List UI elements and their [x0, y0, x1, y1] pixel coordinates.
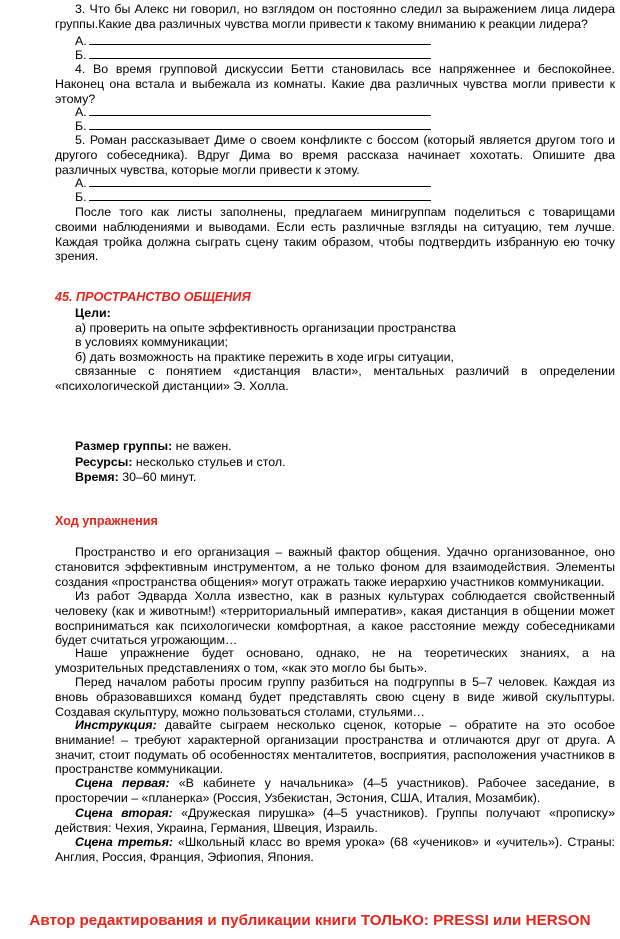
scene-1-paragraph — [55, 776, 615, 806]
instruction-paragraph — [55, 718, 615, 777]
question-3: 3. Что бы Алекс ни говорил, но взглядом он постоянно следил за выражением лица лидера группы.Какие два различных чувства могли привести к такому вниманию к реакции лидера? — [55, 2, 615, 31]
scene-2-label: Сцена вторая: — [75, 806, 173, 820]
answer-4a — [75, 105, 431, 119]
answer-line — [89, 176, 431, 187]
answer-5a — [75, 176, 431, 190]
section-title: 45. ПРОСТРАНСТВО ОБЩЕНИЯ — [55, 290, 251, 304]
answer-b-label: Б. — [75, 190, 87, 204]
goals-label: Цели: — [75, 306, 111, 320]
question-5: 5. Роман рассказывает Диме о своем конфликте с боссом (который является другом того и другого собеседника). Вдруг Дима во время рассказа начинает хохотать. Опишите два различных чувства, которые могли привести к этому. — [55, 133, 615, 177]
scene-2-text: «Дружеская пирушка» (4–5 участников). Группы получают «прописку» действия: Чехия, Украина, Германия, Швеция, Израиль. — [55, 806, 615, 835]
paragraph-1: Пространство и его организация – важный фактор общения. Удачно организованное, оно становится эффективным инструментом, а не только фоном для взаимодействия. Элементы создания «пространства общения» могут отражать также иерархию участников коммуникации. — [55, 545, 615, 589]
time-value: 30–60 минут. — [118, 470, 197, 484]
answer-3b — [75, 48, 431, 62]
answer-5b — [75, 190, 431, 204]
answer-line — [89, 34, 431, 45]
scene-3-label: Сцена третья: — [75, 835, 173, 849]
paragraph-4: Перед началом работы просим группу разбиться на подгруппы в 5–7 человек. Каждая из вновь образовавшихся команд будет представлять свою сцену в виде живой скульптуры. Создавая скульптуру, можно пользоваться столами, стульями… — [55, 675, 615, 719]
answer-line — [89, 190, 431, 201]
goal-b-line1: б) дать возможность на практике пережить в ходе игры ситуации, — [75, 350, 454, 364]
after-text-paragraph: После того как листы заполнены, предлагаем минигруппам поделиться с товарищами своими наблюдениями и выводами. Если есть различные взгляды на ситуацию, тем лучше. Каждая тройка должна сыграть сцену таким образом, чтобы подтвердить избранную ею точку зрения. — [55, 205, 615, 264]
progress-title: Ход упражнения — [55, 514, 158, 528]
answer-line — [89, 48, 431, 59]
goal-b-line2: связанные с понятием «дистанция власти», ментальных различий в определении «психологической дистанции» Э. Холла. — [55, 364, 615, 393]
scene-1-label: Сцена первая: — [75, 776, 170, 790]
scene-2-paragraph — [55, 806, 615, 836]
paragraph-3: Наше упражнение будет основано, однако, не на теоретических знаниях, а на умозрительных представлениях о том, «как это могло бы быть». — [55, 646, 615, 675]
answer-line — [89, 119, 431, 130]
group-size-row — [75, 438, 232, 454]
resources-label: Ресурсы: — [75, 455, 133, 469]
goal-a-line2: в условиях коммуникации; — [75, 335, 228, 349]
resources-row — [75, 454, 286, 470]
group-size-value: не важен. — [172, 439, 232, 453]
answer-a-label: А. — [75, 34, 87, 48]
answer-line — [89, 105, 431, 116]
group-size-label: Размер группы: — [75, 439, 173, 453]
resources-value: несколько стульев и стол. — [132, 455, 286, 469]
answer-4b — [75, 119, 431, 133]
instruction-label: Инструкция: — [75, 718, 157, 732]
goal-a-line1: а) проверить на опыте эффективность организации пространства — [75, 321, 456, 335]
scene-3-text: «Школьный класс во время урока» (68 «учеников» и «учитель»). Страны: Англия, Россия, Франция, Эфиопия, Япония. — [55, 835, 615, 864]
answer-a-label: А. — [75, 105, 87, 119]
time-label: Время: — [75, 470, 119, 484]
paragraph-2: Из работ Эдварда Холла известно, как в разных культурах соблюдается свойственный человеку (как и животным!) «территориальный императив», какая дистанция в общении может восприниматься как психологически комфортная, а какое расстояние между собеседниками будет считаться угрожающим… — [55, 589, 615, 648]
instruction-text: давайте сыграем несколько сценок, которые – обратите на это особое внимание! – требуют характерной организации пространства и отличаются друг от друга. А значит, стоит подумать об особенностях менталитетов, восприятия, расположения участников в пространстве коммуникации. — [55, 718, 615, 777]
answer-a-label: А. — [75, 176, 87, 190]
answer-b-label: Б. — [75, 48, 87, 62]
scene-3-paragraph — [55, 835, 615, 865]
answer-b-label: Б. — [75, 119, 87, 133]
scene-1-text: «В кабинете у начальника» (4–5 участников). Рабочее заседание, в просторечии – «планерка» (Россия, Узбекистан, Эстония, США, Италия, Мозамбик). — [55, 776, 615, 805]
publisher-footer: Автор редактирования и публикации книги ТОЛЬКО: PRESSI или HERSON — [29, 912, 591, 929]
time-row — [75, 469, 196, 485]
question-4: 4. Во время групповой дискуссии Бетти становилась все напряженнее и беспокойнее. Наконец она встала и выбежала из комнаты. Какие два различных чувства могли привести к этому? — [55, 62, 615, 106]
answer-3a — [75, 34, 431, 48]
